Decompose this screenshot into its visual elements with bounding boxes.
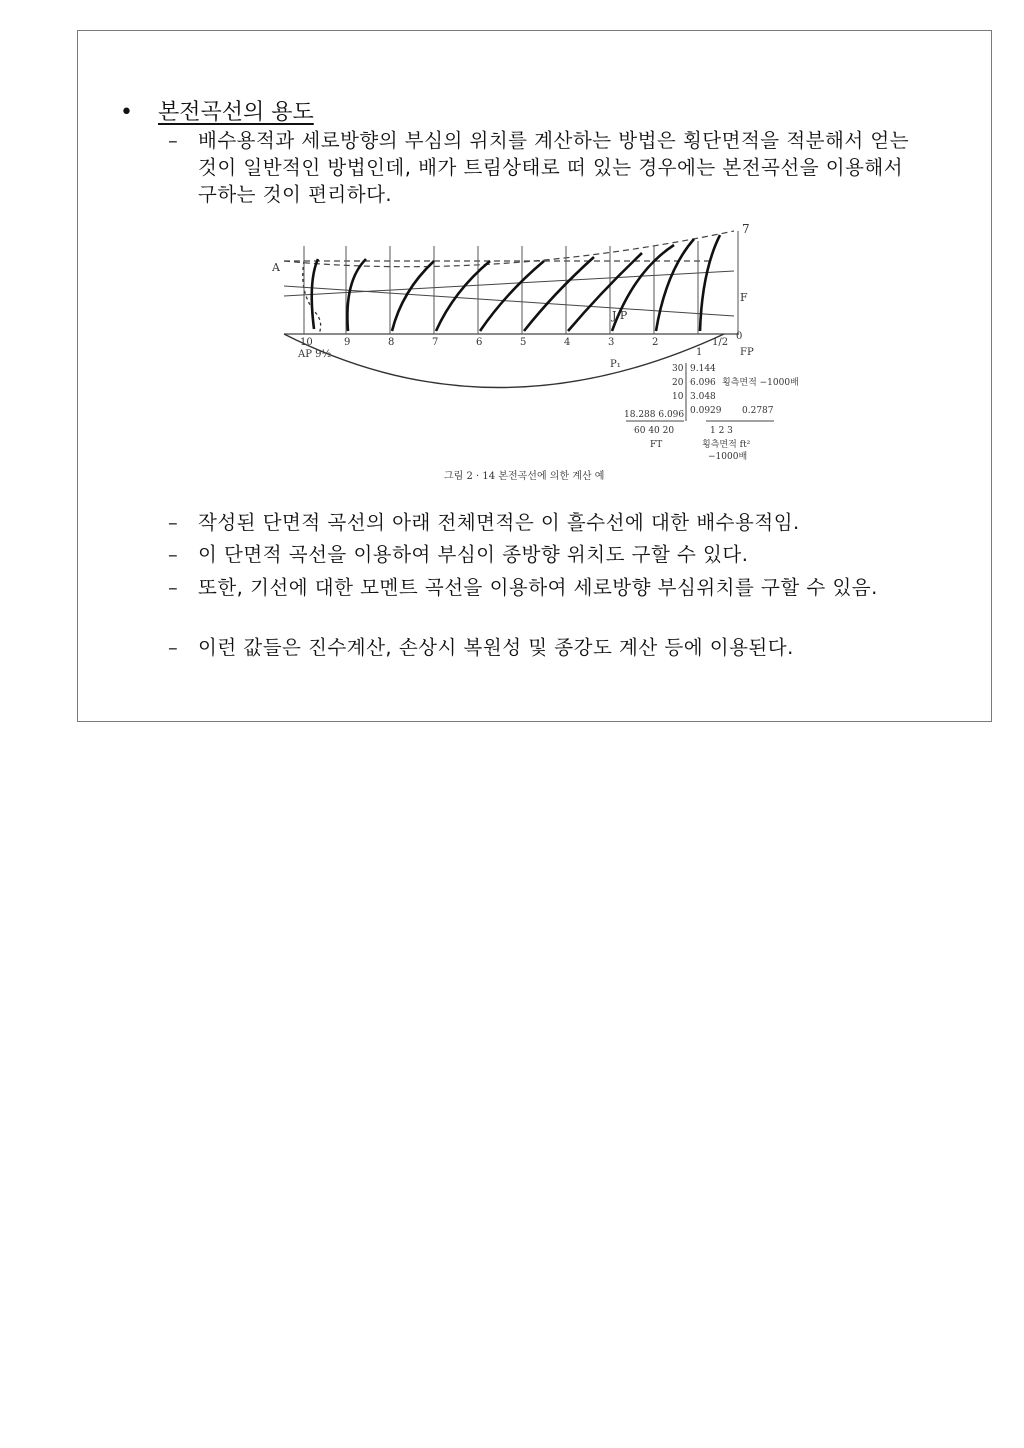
point-item bbox=[168, 634, 913, 661]
station-label: 4 bbox=[564, 337, 571, 348]
scale-value: 9.144 bbox=[690, 364, 716, 374]
scale-tick: 30 bbox=[672, 364, 684, 374]
scale-value: 0.0929 bbox=[690, 406, 722, 416]
station-label: 8 bbox=[388, 337, 395, 348]
station-label: 1 bbox=[696, 347, 703, 358]
slide-heading: 본전곡선의 용도 bbox=[158, 100, 314, 125]
station-label: 7 bbox=[432, 337, 439, 348]
label-station-ten: 10 bbox=[300, 337, 313, 348]
label-a: A bbox=[272, 261, 280, 274]
bonjean-curve-figure bbox=[254, 221, 814, 483]
label-ap: AP 9½ bbox=[298, 349, 332, 360]
label-f: F bbox=[740, 291, 748, 304]
station-label: 2 bbox=[652, 337, 659, 348]
bullet-icon: • bbox=[120, 100, 133, 125]
intro-text: 배수용적과 세로방향의 부심의 위치를 계산하는 방법은 횡단면적을 적분해서 얻는 것이 일반적인 방법인데, 배가 트림상태로 떠 있는 경우에는 본전곡선을 이용해서 구하는 것이 편리하다. bbox=[198, 129, 910, 206]
scale-area-value: 0.2787 bbox=[742, 406, 774, 416]
station-label: 5 bbox=[520, 337, 527, 348]
scale-value: 3.048 bbox=[690, 392, 716, 402]
scale-ft-ticks: 60 40 20 bbox=[634, 426, 675, 436]
scale-area-unit: 횡측면적 ft² bbox=[702, 440, 751, 450]
station-label: 3 bbox=[608, 337, 615, 348]
label-fp: FP bbox=[740, 347, 754, 358]
dash-icon: – bbox=[168, 576, 179, 599]
dash-icon: – bbox=[168, 543, 179, 566]
label-p1: P₁ bbox=[610, 359, 621, 370]
point-text: 작성된 단면적 곡선의 아래 전체면적은 이 흘수선에 대한 배수용적임. bbox=[198, 511, 800, 534]
label-half: 1/2 bbox=[712, 337, 729, 348]
scale-value: 6.096 bbox=[690, 378, 716, 388]
scale-tick: 10 bbox=[672, 392, 684, 402]
dash-icon: – bbox=[168, 129, 179, 152]
dash-icon: – bbox=[168, 636, 179, 659]
scale-ft-label: FT bbox=[650, 440, 663, 450]
point-item bbox=[168, 574, 913, 601]
scale-tick: 20 bbox=[672, 378, 684, 388]
station-label: 9 bbox=[344, 337, 351, 348]
point-item bbox=[168, 509, 913, 536]
heading-row bbox=[120, 95, 314, 126]
station-label: 6 bbox=[476, 337, 483, 348]
point-text: 또한, 기선에 대한 모멘트 곡선을 이용하여 세로방향 부심위치를 구할 수 있음. bbox=[198, 576, 878, 599]
point-item bbox=[168, 541, 913, 568]
scale-ft-values: 18.288 6.096 bbox=[624, 410, 685, 420]
scale-area-ticks: 1 2 3 bbox=[710, 426, 733, 436]
point-text: 이 단면적 곡선을 이용하여 부심이 종방향 위치도 구할 수 있다. bbox=[198, 543, 749, 566]
scale-area-label: 횡측면적 −1000배 bbox=[722, 378, 799, 388]
bonjean-diagram bbox=[254, 221, 814, 483]
dash-icon: – bbox=[168, 511, 179, 534]
scale-area-scale: −1000배 bbox=[708, 452, 748, 462]
label-seven: 7 bbox=[742, 222, 750, 236]
intro-item bbox=[168, 127, 913, 208]
slide-frame bbox=[77, 30, 992, 722]
point-text: 이런 값들은 진수계산, 손상시 복원성 및 종강도 계산 등에 이용된다. bbox=[198, 636, 794, 659]
label-jp: J P bbox=[612, 309, 628, 322]
figure-caption: 그림 2 · 14 본전곡선에 의한 계산 예 bbox=[444, 471, 605, 482]
label-zero: 0 bbox=[736, 331, 743, 342]
